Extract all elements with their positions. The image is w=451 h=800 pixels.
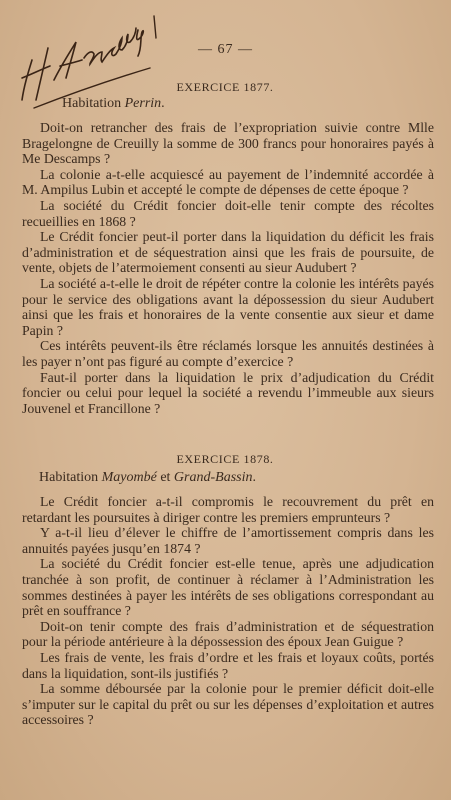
paragraph: Doit-on tenir compte des frais d’administration et de séquestration pour la période antérieure à la dépossession des époux Jean Guigue ?	[22, 618, 434, 650]
paragraph: Le Crédit foncier a-t-il compromis le recouvrement du prêt en retardant les poursuites à diriger contre les premiers emprunteurs ?	[22, 494, 434, 525]
paragraph: Le Crédit foncier peut-il porter dans la liquidation du déficit les frais d’administration et de séquestration ainsi que les frais de poursuite, de vente, objets de l’atermoiement consenti au sieur Audubert ?	[22, 229, 434, 276]
paragraph: La société du Crédit foncier doit-elle tenir compte des récoltes recueillies en 1868 ?	[22, 197, 434, 229]
section-1878-body	[22, 494, 434, 728]
section-heading-1878: EXERCICE 1878.	[176, 452, 274, 466]
paragraph: La société a-t-elle le droit de répéter contre la colonie les intérêts payés pour le service des obligations avant la dépossession du sieur Audubert ainsi que les frais et honoraires de la vente consentie aux sieur et dame Papin ?	[22, 275, 434, 338]
subheading-mayombe: Habitation Mayombé et Grand-Bassin.	[39, 470, 256, 485]
subheading-perrin: Habitation Perrin.	[62, 96, 165, 111]
section-heading-1877: EXERCICE 1877.	[176, 80, 274, 94]
paragraph: Faut-il porter dans la liquidation le prix d’adjudication du Crédit foncier ou celui pour lequel la société a revendu l’immeuble aux sieurs Jouvenel et Francillone ?	[22, 369, 434, 416]
paragraph: La société du Crédit foncier est-elle tenue, après une adjudication tranchée à son profit, de continuer à réclamer à l’Administration les sommes destinées à payer les intérêts de ses obligations correspondant au prêt en souffrance ?	[22, 556, 434, 619]
section-1877-body	[22, 120, 434, 416]
page-number: — 67 —	[198, 42, 253, 57]
paragraph: Ces intérêts peuvent-ils être réclamés lorsque les annuités destinées à les payer n’ont pas figuré au compte d’exercice ?	[22, 338, 434, 369]
paragraph: La somme déboursée par la colonie pour le premier déficit doit-elle s’imputer sur le capital du prêt ou sur les dépenses d’exploitation et autres accessoires ?	[22, 681, 434, 728]
paragraph: Y a-t-il lieu d’élever le chiffre de l’amortissement compris dans les annuités payées jusqu’en 1874 ?	[22, 525, 434, 556]
paragraph: Les frais de vente, les frais d’ordre et les frais et loyaux coûts, portés dans la liquidation, sont-ils justifiés ?	[22, 649, 434, 681]
paragraph: Doit-on retrancher des frais de l’expropriation suivie contre Mlle Bragelongne de Creuilly la somme de 300 francs pour honoraires payés à Me Descamps ?	[22, 120, 434, 167]
paragraph: La colonie a-t-elle acquiescé au payement de l’indemnité accordée à M. Ampilus Lubin et accepté le compte de dépenses de cette époque ?	[22, 166, 434, 198]
